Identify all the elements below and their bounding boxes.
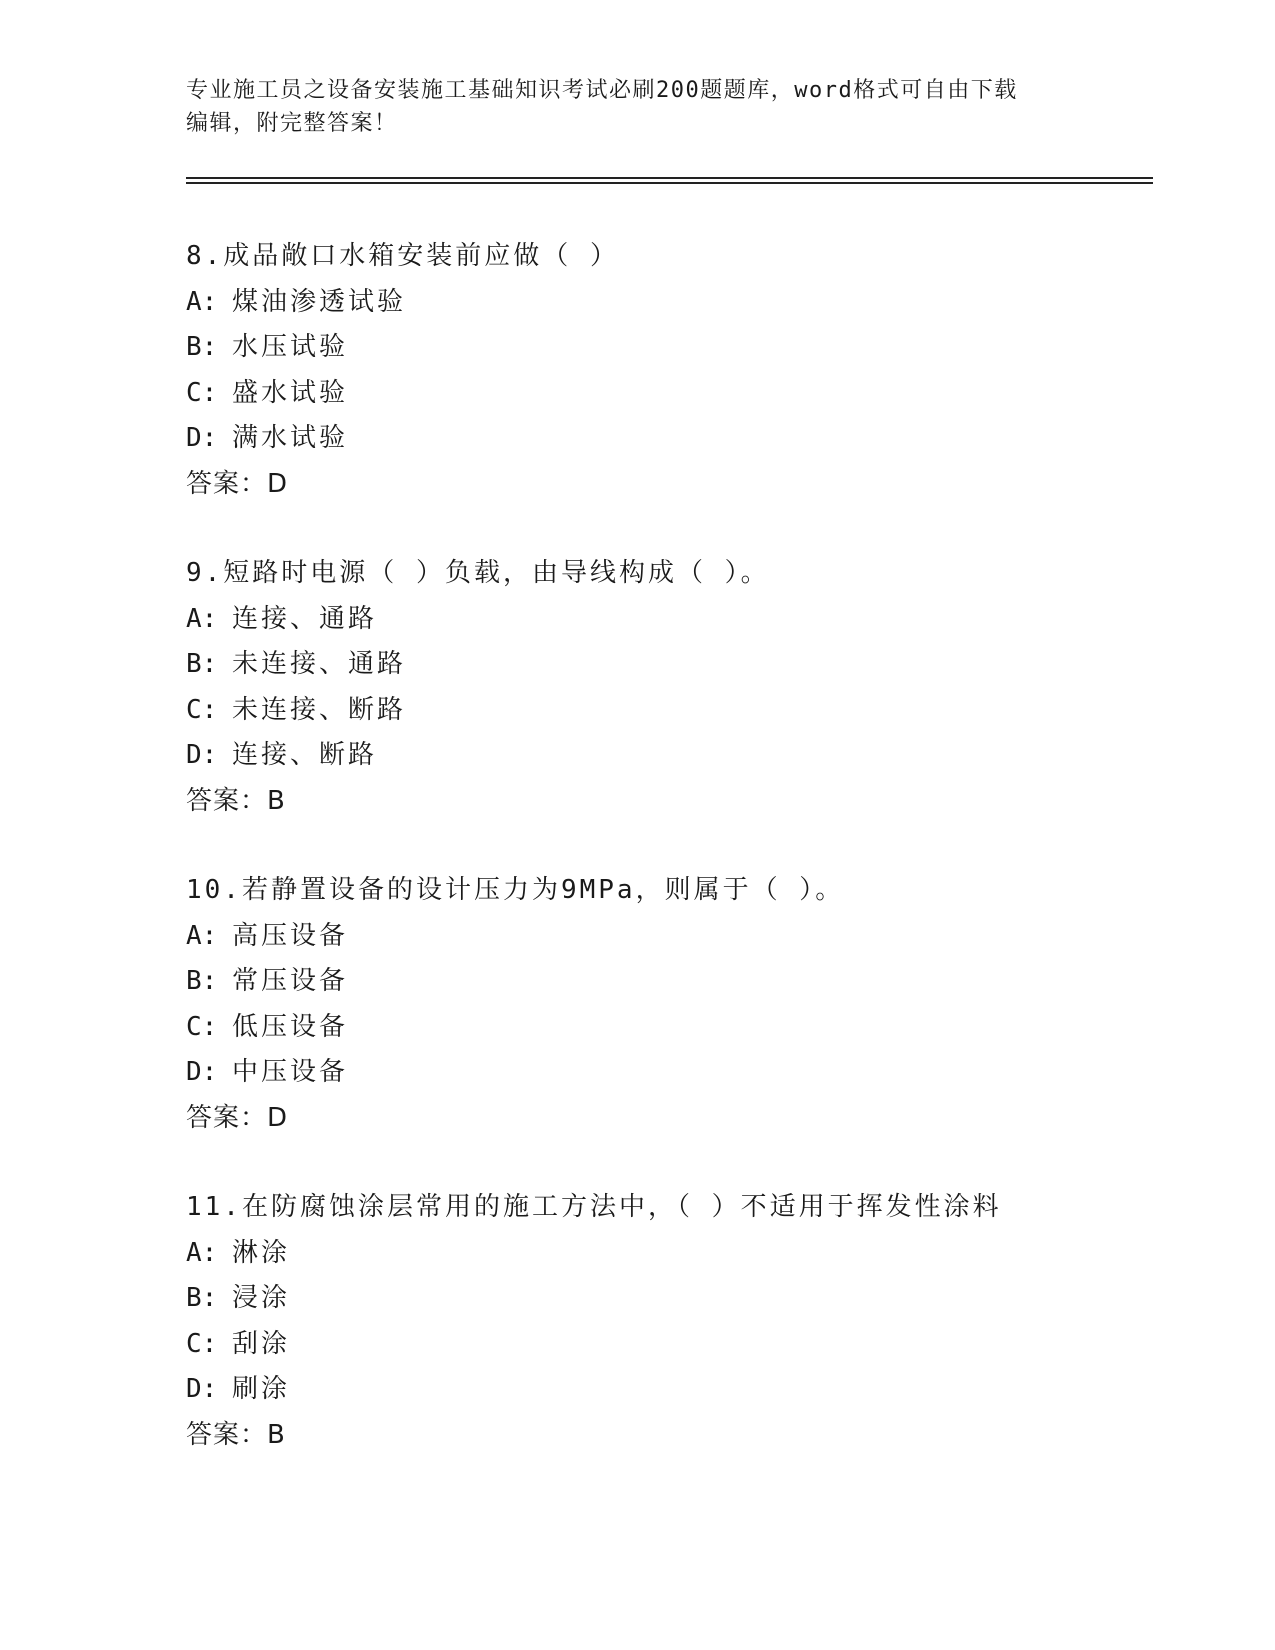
option-text: 淋涂 [232, 1237, 291, 1268]
option-letter: A: [186, 920, 218, 951]
option-text: 低压设备 [232, 1011, 349, 1042]
header-divider-bottom [186, 182, 1153, 184]
option-b [186, 642, 1186, 688]
question-stem: 8.成品敞口水箱安装前应做（ ） [186, 241, 619, 271]
option-letter: A: [186, 603, 218, 634]
option-text: 中压设备 [232, 1057, 349, 1087]
option-text: 常压设备 [232, 966, 349, 996]
option-text: 煤油渗透试验 [232, 286, 407, 317]
option-text: 连接、断路 [232, 740, 378, 770]
answer-line: 答案：D [186, 468, 289, 499]
option-b [186, 959, 1186, 1005]
option-a [186, 597, 1186, 643]
option-a [186, 280, 1186, 326]
option-c [186, 371, 1186, 417]
option-d [186, 733, 1186, 779]
question-stem: 10.若静置设备的设计压力为9MPa，则属于（ ）。 [186, 875, 845, 905]
option-text: 未连接、断路 [232, 694, 407, 725]
question-8 [186, 234, 1186, 507]
document-header [186, 74, 1086, 140]
option-d [186, 1367, 1186, 1413]
option-text: 未连接、通路 [232, 649, 407, 679]
option-text: 连接、通路 [232, 603, 378, 634]
option-b [186, 1276, 1186, 1322]
question-stem: 9.短路时电源（ ）负载，由导线构成（ ）。 [186, 558, 770, 588]
answer-line: 答案：B [186, 785, 286, 816]
answer-line: 答案：D [186, 1102, 289, 1133]
option-text: 高压设备 [232, 920, 349, 951]
option-letter: D: [186, 1057, 218, 1087]
header-divider-top [186, 177, 1153, 179]
option-letter: D: [186, 740, 218, 770]
question-list [186, 234, 1186, 1502]
answer-line: 答案：B [186, 1419, 286, 1450]
option-d [186, 1050, 1186, 1096]
header-line-1: 专业施工员之设备安装施工基础知识考试必刷200题题库，word格式可自由下载 [186, 78, 1018, 103]
option-letter: B: [186, 332, 218, 362]
header-line-2: 编辑，附完整答案！ [186, 111, 398, 136]
option-letter: C: [186, 1328, 218, 1359]
option-letter: B: [186, 1283, 218, 1313]
option-c [186, 1322, 1186, 1368]
option-c [186, 688, 1186, 734]
option-letter: A: [186, 286, 218, 317]
option-b [186, 325, 1186, 371]
option-text: 刮涂 [232, 1328, 291, 1359]
question-stem: 11.在防腐蚀涂层常用的施工方法中，（ ）不适用于挥发性涂料 [186, 1192, 1002, 1222]
option-letter: C: [186, 1011, 218, 1042]
option-text: 浸涂 [232, 1283, 291, 1313]
option-text: 水压试验 [232, 332, 349, 362]
question-9 [186, 551, 1186, 824]
option-text: 满水试验 [232, 423, 349, 453]
option-text: 刷涂 [232, 1374, 291, 1404]
option-letter: A: [186, 1237, 218, 1268]
option-letter: D: [186, 423, 218, 453]
option-a [186, 914, 1186, 960]
option-text: 盛水试验 [232, 377, 349, 408]
option-letter: C: [186, 377, 218, 408]
option-letter: B: [186, 966, 218, 996]
option-d [186, 416, 1186, 462]
question-11 [186, 1185, 1186, 1458]
option-c [186, 1005, 1186, 1051]
question-10 [186, 868, 1186, 1141]
option-a [186, 1231, 1186, 1277]
option-letter: B: [186, 649, 218, 679]
option-letter: D: [186, 1374, 218, 1404]
option-letter: C: [186, 694, 218, 725]
